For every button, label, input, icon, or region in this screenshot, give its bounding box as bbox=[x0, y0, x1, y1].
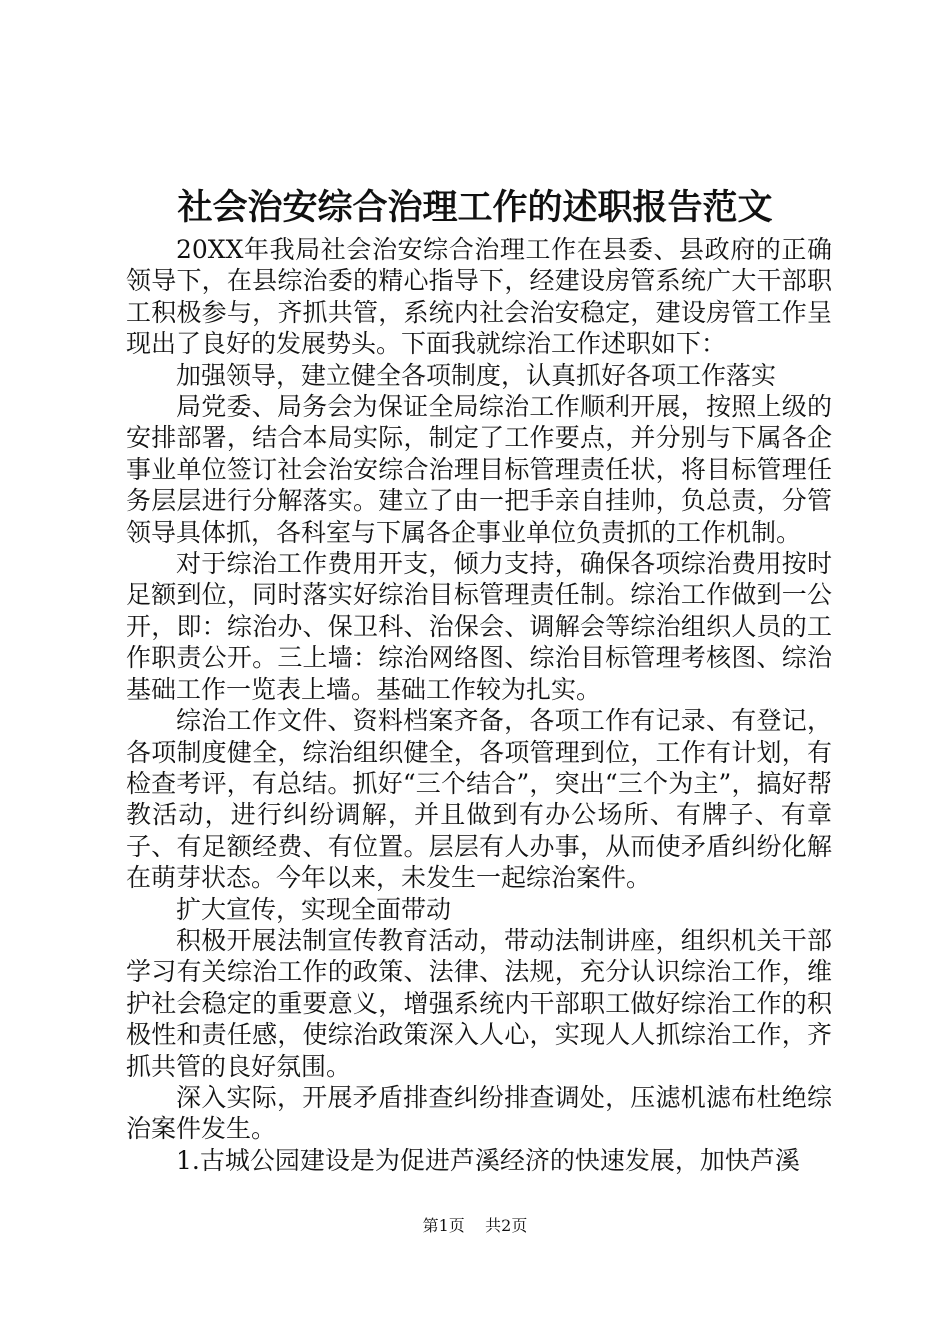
paragraph-investigation: 深入实际，开展矛盾排查纠纷排查调处，压滤机滤布杜绝综治案件发生。 bbox=[126, 1082, 832, 1144]
document-body bbox=[126, 234, 832, 1176]
section-heading-publicity: 扩大宣传，实现全面带动 bbox=[176, 894, 452, 924]
document-title: 社会治安综合治理工作的述职报告范文 bbox=[177, 187, 773, 228]
page-footer bbox=[0, 1215, 950, 1237]
paragraph-records: 综治工作文件、资料档案齐备，各项工作有记录、有登记，各项制度健全，综治组织健全，各项管理到位，工作有计划，有检查考评，有总结。抓好“三个结合”，突出“三个为主”，搞好帮教活动，进行纠纷调解，并且做到有办公场所、有牌子、有章子、有足额经费、有位置。层层有人办事，从而使矛盾纠纷化解在萌芽状态。今年以来，未发生一起综治案件。 bbox=[126, 706, 832, 893]
paragraph-park: 1.古城公园建设是为促进芦溪经济的快速发展，加快芦溪 bbox=[176, 1145, 800, 1175]
paragraph-intro: 20XX年我局社会治安综合治理工作在县委、县政府的正确领导下，在县综治委的精心指导下，经建设房管系统广大干部职工积极参与，齐抓共管，系统内社会治安稳定，建设房管工作呈现出了良好的发展势头。下面我就综治工作述职如下： bbox=[126, 235, 832, 359]
paragraph-leadership: 局党委、局务会为保证全局综治工作顺利开展，按照上级的安排部署，结合本局实际，制定了工作要点，并分别与下属各企事业单位签订社会治安综合治理目标管理责任状，将目标管理任务层层进行分解落实。建立了由一把手亲自挂帅，负总责，分管领导具体抓，各科室与下属各企事业单位负责抓的工作机制。 bbox=[126, 392, 832, 547]
page-number: 第1页 bbox=[422, 1216, 465, 1235]
page-total: 共2页 bbox=[485, 1216, 528, 1235]
section-heading-leadership: 加强领导，建立健全各项制度，认真抓好各项工作落实 bbox=[176, 360, 777, 390]
paragraph-funding: 对于综治工作费用开支，倾力支持，确保各项综治费用按时足额到位，同时落实好综治目标管理责任制。综治工作做到一公开，即：综治办、保卫科、治保会、调解会等综治组织人员的工作职责公开。三上墙：综治网络图、综治目标管理考核图、综治基础工作一览表上墙。基础工作较为扎实。 bbox=[126, 549, 832, 704]
paragraph-publicity: 积极开展法制宣传教育活动，带动法制讲座，组织机关干部学习有关综治工作的政策、法律、法规，充分认识综治工作，维护社会稳定的重要意义，增强系统内干部职工做好综治工作的积极性和责任感，使综治政策深入人心，实现人人抓综治工作，齐抓共管的良好氛围。 bbox=[126, 925, 832, 1081]
